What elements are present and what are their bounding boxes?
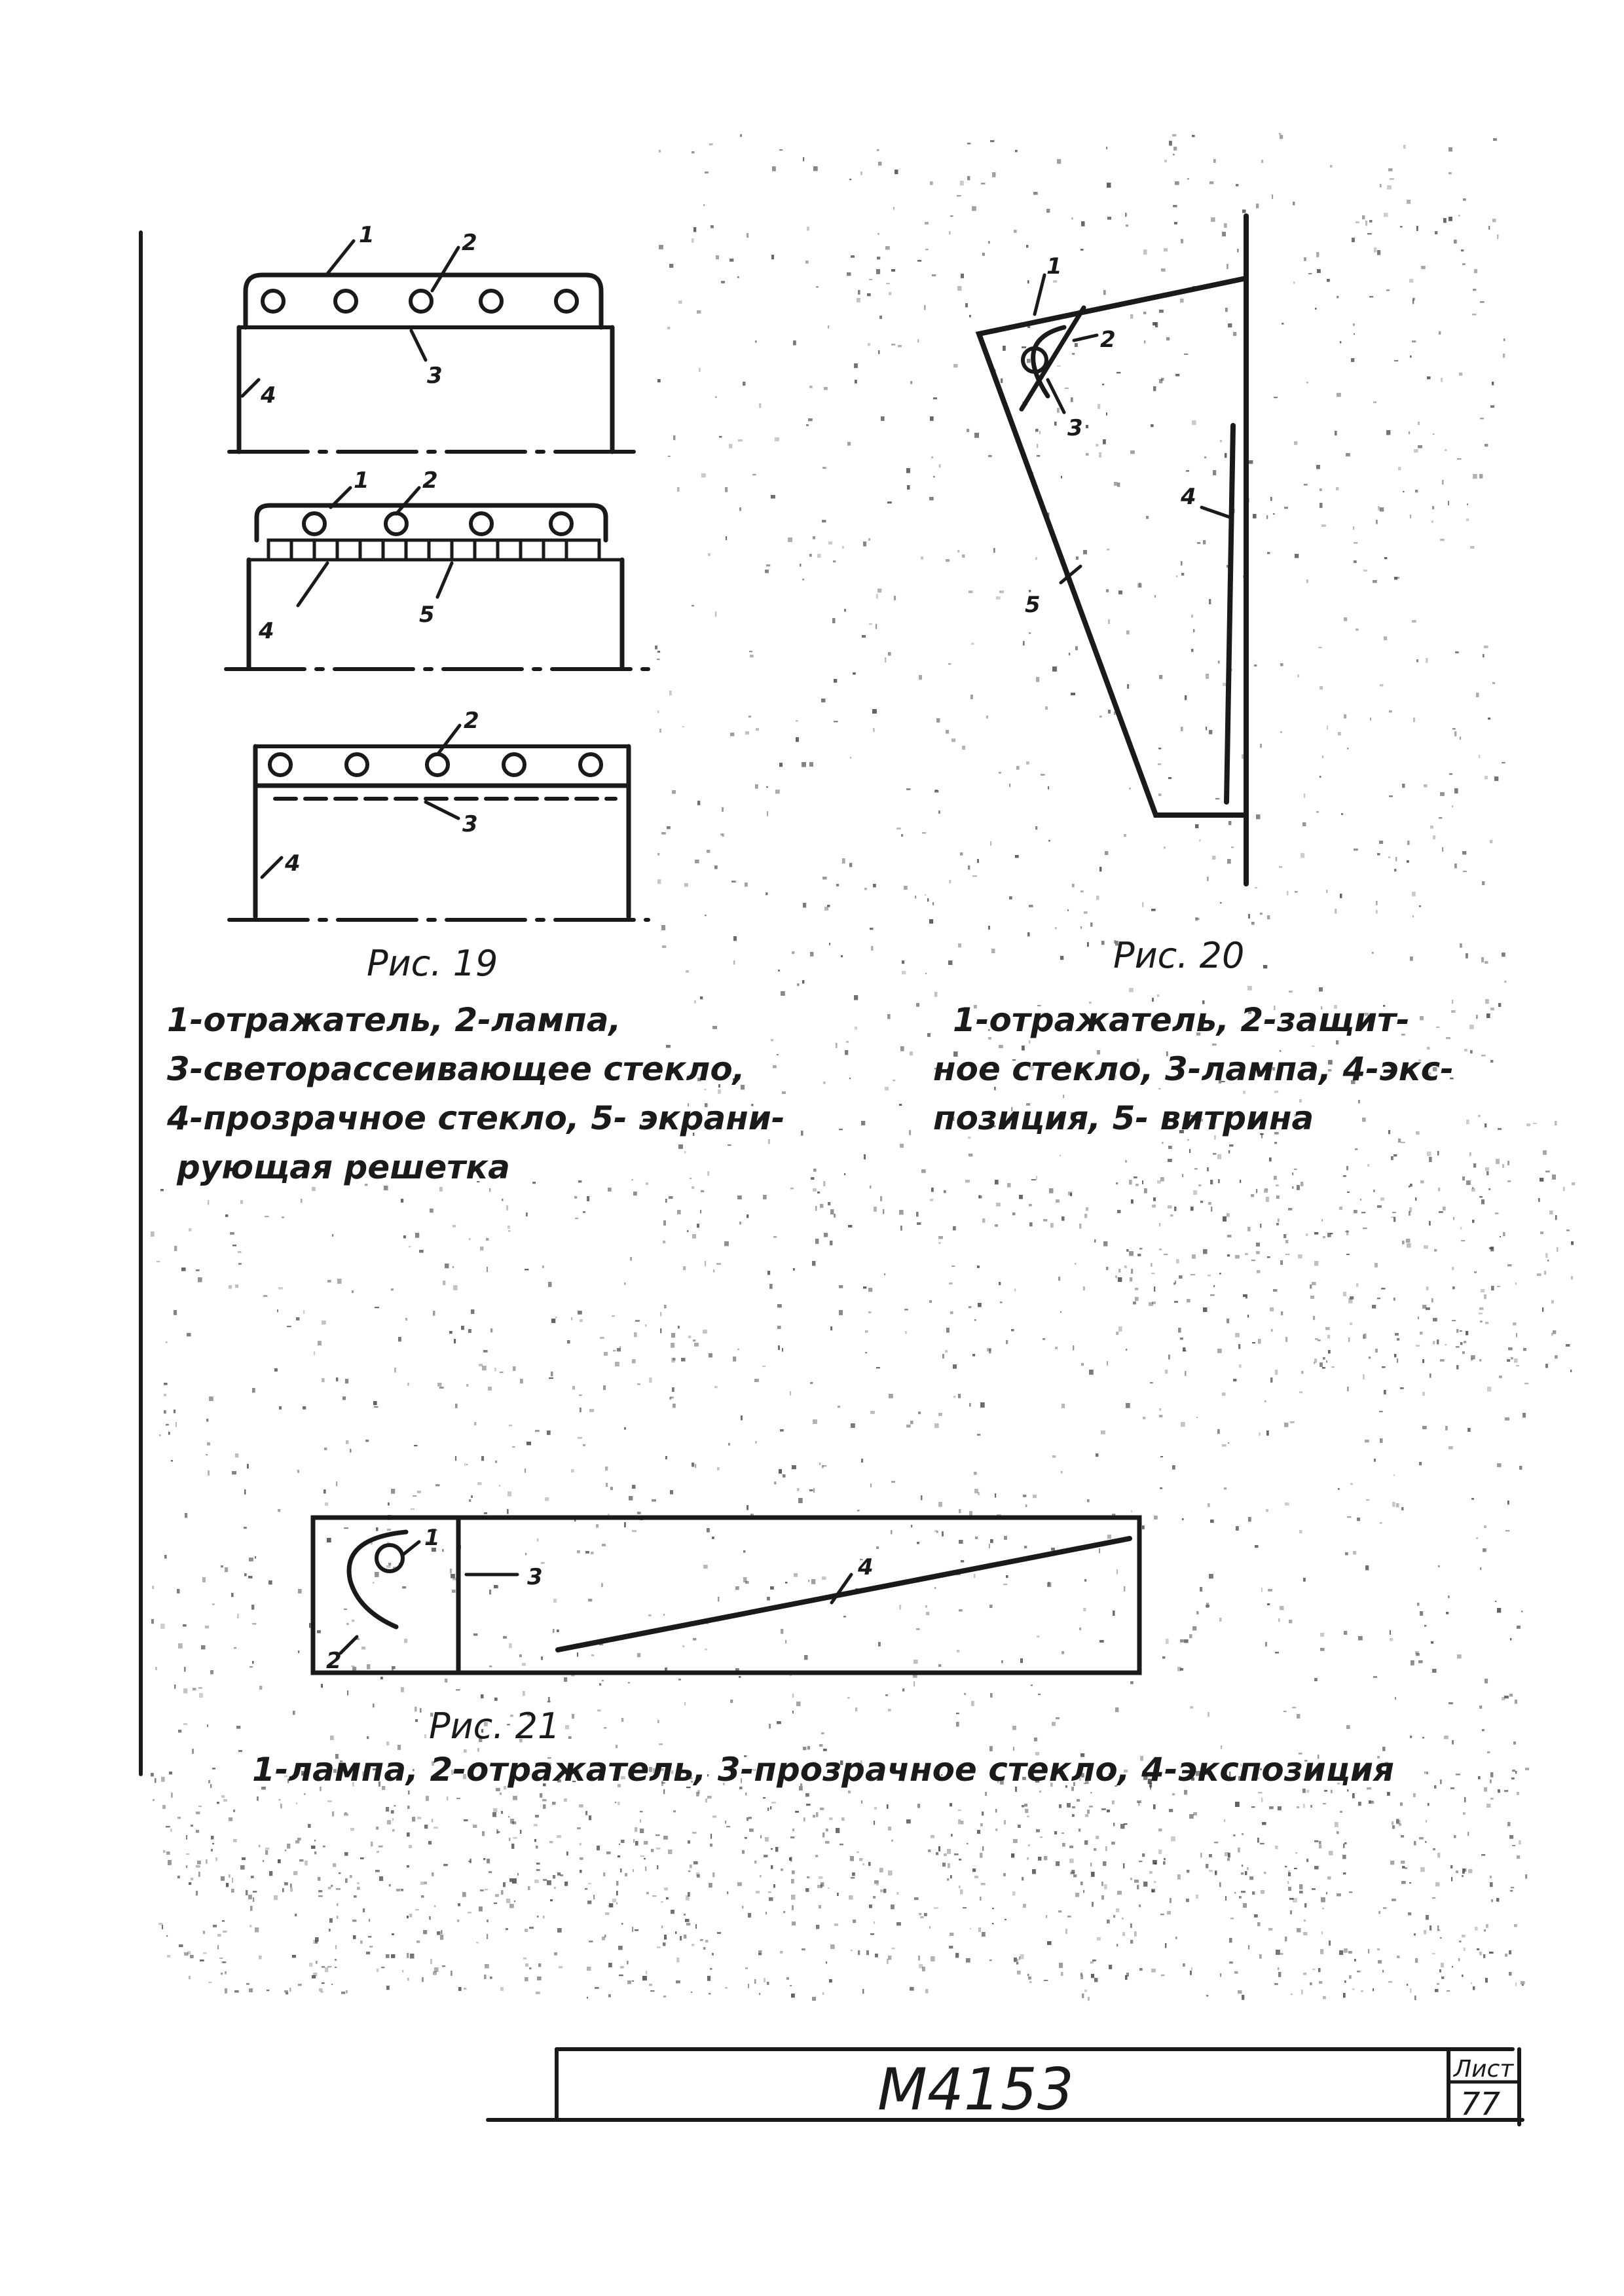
fig19-bottom-label-3: 3 bbox=[462, 811, 478, 837]
fig21-legend: 1-лампа, 2-отражатель, 3-прозрачное стекло, 4-экспозиция bbox=[252, 1751, 1395, 1789]
svg-text:позиция, 5- витрина: позиция, 5- витрина bbox=[933, 1099, 1314, 1137]
fig21-label-4: 4 bbox=[858, 1554, 874, 1580]
sheet-label: Лист bbox=[1454, 2056, 1514, 2083]
fig19-top-label-3: 3 bbox=[427, 363, 443, 389]
svg-text:3-светорассеивающее стекло,: 3-светорассеивающее стекло, bbox=[167, 1050, 745, 1088]
fig19-caption: Рис. 19 bbox=[367, 943, 498, 984]
screening-grid bbox=[291, 540, 566, 560]
fig19-middle-view bbox=[226, 467, 648, 669]
fig20-label-1: 1 bbox=[1046, 253, 1062, 280]
figure-21 bbox=[252, 1518, 1394, 1789]
sheet-number: 77 bbox=[1460, 2086, 1501, 2123]
fig19-middle-label-4: 4 bbox=[259, 618, 274, 644]
svg-text:рующая решетка: рующая решетка bbox=[177, 1148, 510, 1186]
lamp-row-top bbox=[263, 291, 577, 312]
fig19-legend bbox=[166, 1001, 785, 1186]
fig19-top-view bbox=[229, 222, 638, 452]
svg-text:4-прозрачное стекло, 5- экрани: 4-прозрачное стекло, 5- экрани- bbox=[167, 1099, 785, 1137]
fig19-top-label-4: 4 bbox=[261, 382, 276, 409]
exposition-panel bbox=[1227, 426, 1233, 802]
fig20-label-5: 5 bbox=[1025, 592, 1041, 618]
fig21-label-3: 3 bbox=[527, 1564, 543, 1590]
fig21-exposition bbox=[558, 1539, 1130, 1650]
figure-20 bbox=[933, 216, 1454, 1137]
fig19-bottom-view bbox=[229, 708, 648, 920]
fig19-bottom-label-4: 4 bbox=[285, 850, 301, 877]
fig20-label-2: 2 bbox=[1100, 327, 1116, 353]
fig19-top-label-1: 1 bbox=[359, 222, 375, 248]
fig20-legend bbox=[933, 1001, 1454, 1137]
fig20-caption: Рис. 20 bbox=[1113, 935, 1245, 976]
svg-text:1-отражатель, 2-защит-: 1-отражатель, 2-защит- bbox=[953, 1001, 1410, 1039]
lamp-row-middle bbox=[304, 513, 572, 534]
lamp-row-bottom bbox=[270, 754, 601, 775]
fig20-label-3: 3 bbox=[1067, 415, 1083, 441]
fig19-middle-label-1: 1 bbox=[354, 467, 369, 494]
fig21-label-1: 1 bbox=[424, 1525, 440, 1551]
title-block bbox=[488, 2049, 1522, 2124]
fig20-label-4: 4 bbox=[1181, 484, 1196, 510]
fig19-middle-label-2: 2 bbox=[422, 467, 438, 494]
fig21-label-2: 2 bbox=[326, 1648, 342, 1674]
svg-text:ное стекло, 3-лампа, 4-экс-: ное стекло, 3-лампа, 4-экс- bbox=[933, 1050, 1454, 1088]
svg-text:1-отражатель, 2-лампа,: 1-отражатель, 2-лампа, bbox=[167, 1001, 621, 1039]
showcase-outline bbox=[979, 278, 1246, 815]
figure-19 bbox=[166, 222, 785, 1186]
fig19-middle-label-5: 5 bbox=[419, 602, 435, 628]
fig21-caption: Рис. 21 bbox=[429, 1705, 561, 1747]
document-code: М4153 bbox=[877, 2056, 1074, 2123]
fig19-bottom-label-2: 2 bbox=[464, 708, 479, 734]
fig19-top-label-2: 2 bbox=[462, 230, 477, 256]
